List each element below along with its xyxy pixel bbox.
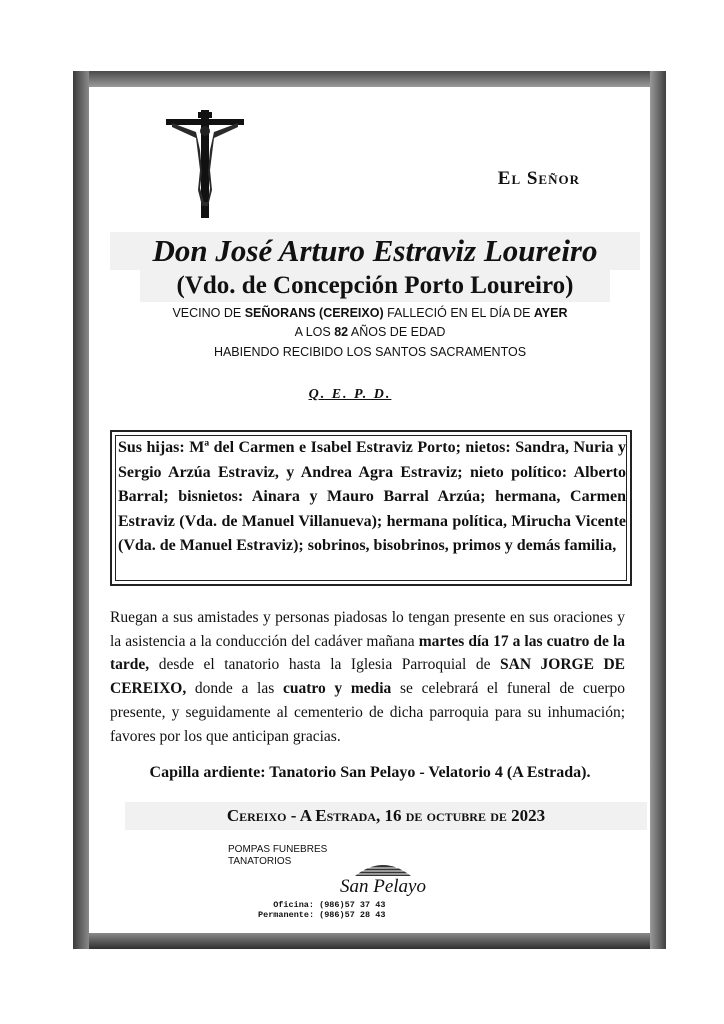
date-line: Cereixo - A Estrada, 16 de octubre de 2023 bbox=[125, 802, 647, 830]
funeral-home-label: POMPAS FUNEBRES TANATORIOS bbox=[228, 844, 328, 867]
frame-bevel-bottom bbox=[73, 933, 666, 949]
widow-of: (Vdo. de Concepción Porto Loureiro) bbox=[140, 270, 610, 302]
sacraments-line: HABIENDO RECIBIDO LOS SANTOS SACRAMENTOS bbox=[213, 345, 527, 359]
frame-bevel-left bbox=[73, 71, 89, 949]
chapel-line: Capilla ardiente: Tanatorio San Pelayo - Velatorio 4 (A Estrada). bbox=[149, 764, 591, 781]
residence-line: VECINO DE SEÑORANS (CEREIXO) FALLECIÓ EN EL DÍA DE AYER bbox=[172, 306, 568, 320]
funeral-home-contact: Oficina: (986)57 37 43 Permanente: (986)57 28 43 bbox=[258, 900, 386, 920]
heading: El Señor bbox=[497, 168, 580, 189]
family-text: Sus hijas: Mª del Carmen e Isabel Estraviz Porto; nietos: Sandra, Nuria y Sergio Arzúa Estraviz, y Andrea Agra Estraviz; nieto político: Alberto Barral; bisnietos: Ainara y Mauro Barral Arzúa; hermana, Carmen Estraviz (Vda. de Manuel Villanueva); hermana política, Mirucha Vicente (Vda. de Manuel Estraviz); sobrinos, bisobrinos, primos y demás familia, bbox=[118, 439, 626, 554]
san-pelayo-logo bbox=[333, 856, 433, 902]
age-line: A LOS 82 AÑOS DE EDAD bbox=[294, 325, 446, 339]
ceremony-text: Ruegan a sus amistades y personas piadosas lo tengan presente en sus oraciones y la asistencia a la conducción del cadáver mañana martes día 17 a las cuatro de la tarde, desde el tanatorio hasta la Iglesia Parroquial de SAN JORGE DE CEREIXO, donde a las cuatro y media se celebrará el funeral de cuerpo presente, y seguidamente al cementerio de dicha parroquia para su inhumación; favores por los que anticipan gracias. bbox=[110, 609, 625, 745]
frame-bevel-top bbox=[73, 71, 666, 87]
crucifix-icon bbox=[166, 110, 244, 220]
qepd: Q. E. P. D. bbox=[308, 387, 392, 402]
svg-text:San Pelayo: San Pelayo bbox=[339, 876, 427, 897]
frame-bevel-right bbox=[650, 71, 666, 949]
deceased-name: Don José Arturo Estraviz Loureiro bbox=[110, 232, 640, 270]
